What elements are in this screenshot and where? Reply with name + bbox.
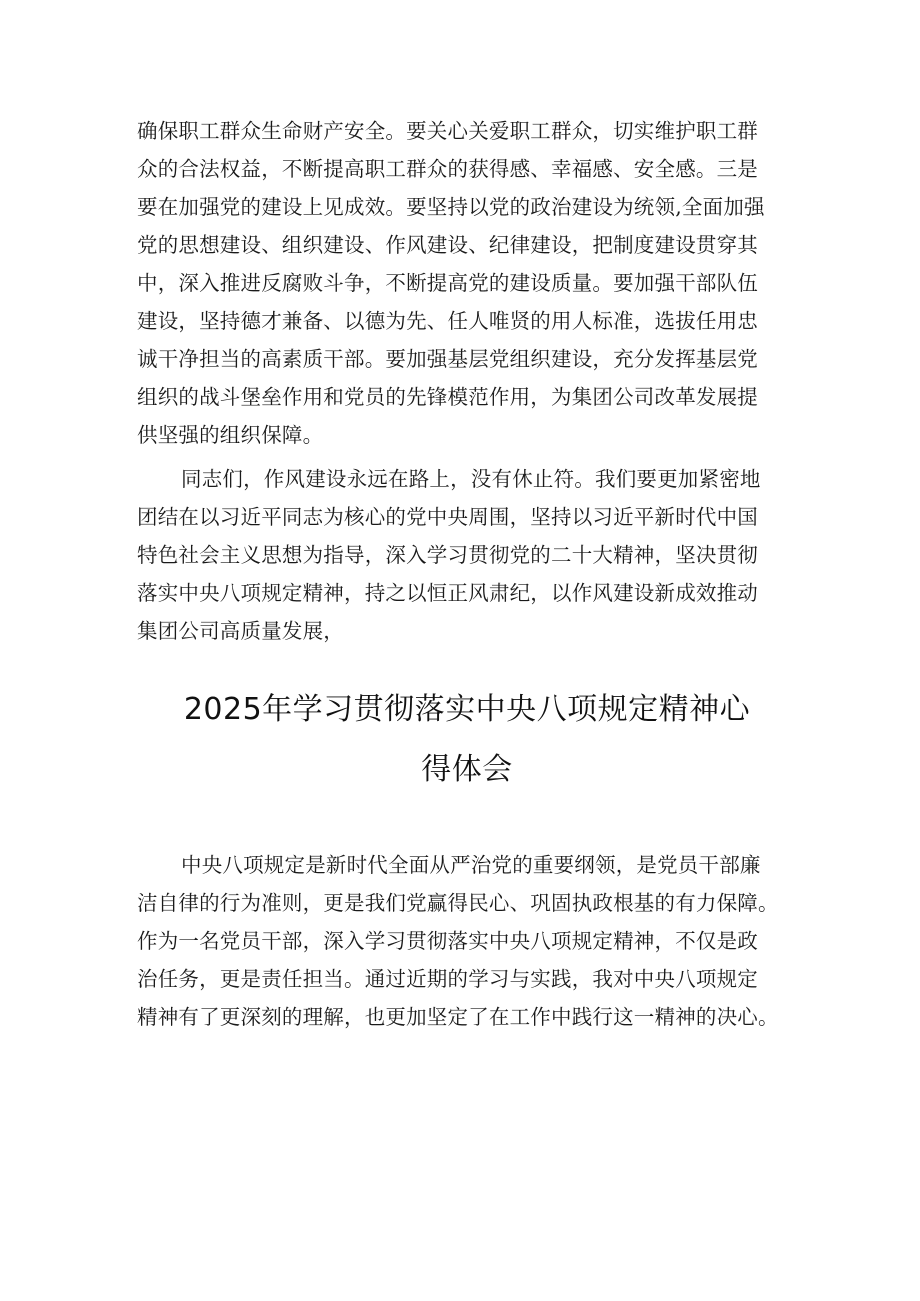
text-line: 治任务，更是责任担当。通过近期的学习与实践，我对中央八项规定	[137, 967, 758, 991]
text-line: 供坚强的组织保障。	[137, 423, 324, 447]
paragraph-reflection-intro	[137, 846, 797, 1036]
text-line: 中，深入推进反腐败斗争，不断提高党的建设质量。要加强干部队伍	[137, 271, 758, 295]
text-line: 落实中央八项规定精神，持之以恒正风肃纪，以作风建设新成效推动	[137, 581, 758, 605]
text-line: 建设，坚持德才兼备、以德为先、任人唯贤的用人标准，选拔任用忠	[137, 309, 758, 333]
section-title-line-1: 2025年学习贯彻落实中央八项规定精神心	[183, 692, 751, 727]
text-line: 中央八项规定是新时代全面从严治党的重要纲领，是党员干部廉	[181, 853, 761, 877]
text-line: 团结在以习近平同志为核心的党中央周围，坚持以习近平新时代中国	[137, 505, 758, 529]
text-line: 洁自律的行为准则，更是我们党赢得民心、巩固执政根基的有力保障。	[137, 891, 779, 915]
document-body	[137, 112, 797, 1036]
title-spacer	[137, 800, 797, 846]
text-line: 组织的战斗堡垒作用和党员的先锋模范作用，为集团公司改革发展提	[137, 385, 758, 409]
text-line: 党的思想建设、组织建设、作风建设、纪律建设，把制度建设贯穿其	[137, 233, 758, 257]
text-line: 同志们，作风建设永远在路上，没有休止符。我们要更加紧密地	[181, 467, 761, 491]
section-title-line-2: 得体会	[421, 752, 513, 787]
text-line: 确保职工群众生命财产安全。要关心关爱职工群众，切实维护职工群	[137, 119, 758, 143]
section-title	[137, 680, 797, 800]
text-line: 特色社会主义思想为指导，深入学习贯彻党的二十大精神，坚决贯彻	[137, 543, 758, 567]
text-line: 诚干净担当的高素质干部。要加强基层党组织建设，充分发挥基层党	[137, 347, 758, 371]
text-line: 作为一名党员干部，深入学习贯彻落实中央八项规定精神，不仅是政	[137, 929, 758, 953]
text-line: 精神有了更深刻的理解，也更加坚定了在工作中践行这一精神的决心。	[137, 1005, 779, 1029]
text-line: 集团公司高质量发展，	[137, 619, 344, 643]
paragraph-closing-remarks	[137, 460, 797, 650]
paragraph-party-building	[137, 112, 797, 454]
text-line: 要在加强党的建设上见成效。要坚持以党的政治建设为统领,全面加强	[137, 195, 765, 219]
text-line: 众的合法权益，不断提高职工群众的获得感、幸福感、安全感。三是	[137, 157, 758, 181]
